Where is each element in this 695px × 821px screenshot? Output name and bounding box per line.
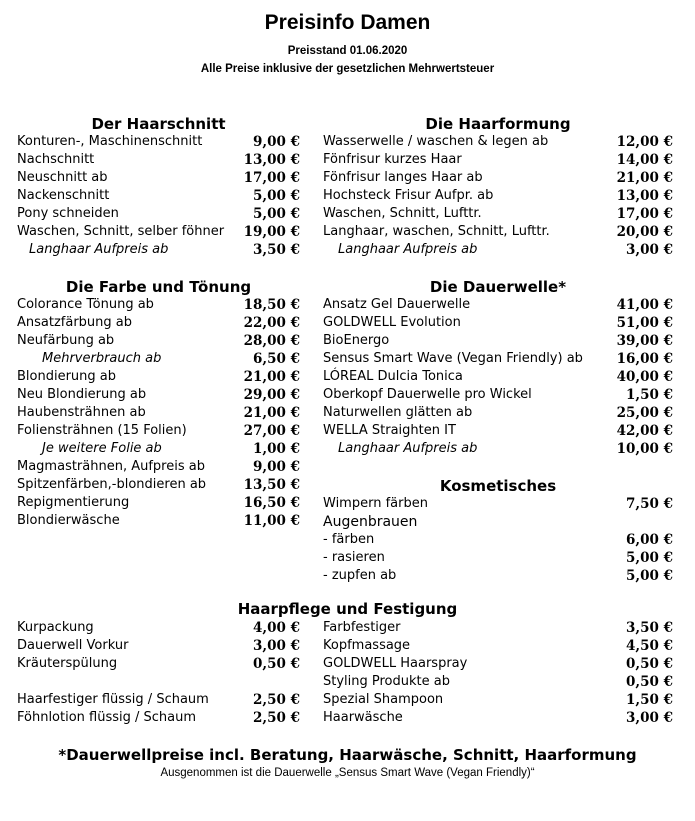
service-label: Kopfmassage: [323, 638, 411, 653]
service-label: Je weitere Folie ab: [42, 441, 162, 456]
service-label: - färben: [323, 532, 375, 547]
service-price: 5,00 €: [626, 550, 673, 566]
service-price: 17,00 €: [243, 170, 300, 186]
service-label: GOLDWELL Evolution: [323, 315, 461, 330]
service-label: Langhaar Aufpreis ab: [29, 242, 169, 257]
service-price: 1,50 €: [626, 387, 673, 403]
price-row: [323, 332, 673, 350]
service-price: 13,50 €: [243, 477, 300, 493]
price-row: [323, 296, 673, 314]
service-price: 4,50 €: [626, 638, 673, 654]
price-row: [323, 368, 673, 386]
service-price: 6,00 €: [626, 532, 673, 548]
service-price: 4,00 €: [253, 620, 300, 636]
service-label: Styling Produkte ab: [323, 674, 450, 689]
service-label: Konturen-, Maschinenschnitt: [17, 134, 203, 149]
service-price: 21,00 €: [243, 405, 300, 421]
service-price: 3,50 €: [626, 620, 673, 636]
service-price: 21,00 €: [243, 369, 300, 385]
price-row: [323, 187, 673, 205]
service-price: 20,00 €: [616, 224, 673, 240]
service-label: Neufärbung ab: [17, 333, 115, 348]
service-label: Foliensträhnen (15 Folien): [17, 423, 187, 438]
price-row: [323, 440, 673, 458]
price-row: [323, 241, 673, 259]
price-date: Preisstand 01.06.2020: [287, 45, 408, 57]
price-row: [323, 691, 673, 709]
service-price: 27,00 €: [243, 423, 300, 439]
service-price: 42,00 €: [616, 423, 673, 439]
price-row: [17, 223, 300, 241]
section-title-dauerwelle: Die Dauerwelle*: [429, 278, 567, 296]
price-row: [323, 314, 673, 332]
price-row: [17, 440, 300, 458]
service-label: Neuschnitt ab: [17, 170, 108, 185]
service-label: Spitzenfärben,-blondieren ab: [17, 477, 207, 492]
service-label: Sensus Smart Wave (Vegan Friendly) ab: [323, 351, 583, 366]
service-price: 1,50 €: [626, 692, 673, 708]
price-row: [17, 512, 300, 530]
service-price: 3,00 €: [253, 638, 300, 654]
service-label: Kurpackung: [17, 620, 94, 635]
service-price: 13,00 €: [243, 152, 300, 168]
service-price: 14,00 €: [616, 152, 673, 168]
service-label: Nachschnitt: [17, 152, 95, 167]
service-price: 16,50 €: [243, 495, 300, 511]
service-price: 2,50 €: [253, 692, 300, 708]
service-label: Ansatz Gel Dauerwelle: [323, 297, 471, 312]
service-price: 16,00 €: [616, 351, 673, 367]
service-price: 28,00 €: [243, 333, 300, 349]
service-price: 39,00 €: [616, 333, 673, 349]
price-row: [323, 567, 673, 585]
service-price: 9,00 €: [253, 134, 300, 150]
service-price: 7,50 €: [626, 496, 673, 512]
service-price: 25,00 €: [616, 405, 673, 421]
service-label: Wimpern färben: [323, 496, 428, 511]
service-price: 6,50 €: [253, 351, 300, 367]
service-price: 51,00 €: [616, 315, 673, 331]
service-label: Langhaar Aufpreis ab: [338, 441, 478, 456]
price-row: [17, 476, 300, 494]
service-price: 22,00 €: [243, 315, 300, 331]
section-dauerwelle: [323, 278, 673, 458]
price-row: [323, 619, 673, 637]
service-label: Colorance Tönung ab: [17, 297, 154, 312]
price-row: [323, 386, 673, 404]
price-row: [17, 619, 300, 637]
service-label: Pony schneiden: [17, 206, 119, 221]
service-label: Haarfestiger flüssig / Schaum: [17, 692, 209, 707]
section-title-farbe: Die Farbe und Tönung: [65, 278, 252, 296]
price-row: [17, 187, 300, 205]
service-price: 17,00 €: [616, 206, 673, 222]
service-price: 13,00 €: [616, 188, 673, 204]
price-row: [17, 241, 300, 259]
service-label: Föhnlotion flüssig / Schaum: [17, 710, 197, 725]
price-row: [17, 386, 300, 404]
service-price: 12,00 €: [616, 134, 673, 150]
price-row: [17, 404, 300, 422]
service-label: Mehrverbrauch ab: [42, 351, 162, 366]
service-price: 18,50 €: [243, 297, 300, 313]
service-label: Langhaar Aufpreis ab: [338, 242, 478, 257]
section-farbe: [17, 278, 300, 530]
service-price: 5,00 €: [253, 206, 300, 222]
service-price: 1,00 €: [253, 441, 300, 457]
price-row: [17, 709, 300, 727]
service-label: WELLA Straighten IT: [323, 423, 456, 438]
service-price: 3,00 €: [626, 242, 673, 258]
price-row: [323, 205, 673, 223]
service-price: 3,50 €: [253, 242, 300, 258]
price-row: [17, 350, 300, 368]
price-row: [323, 673, 673, 691]
service-label: Fönfrisur kurzes Haar: [323, 152, 462, 167]
price-row: [323, 549, 673, 567]
section-title-haarschnitt: Der Haarschnitt: [91, 115, 226, 133]
service-label: Neu Blondierung ab: [17, 387, 147, 402]
price-row: [323, 531, 673, 549]
service-label: LÓREAL Dulcia Tonica: [323, 369, 463, 384]
price-row: [17, 151, 300, 169]
service-price: 0,50 €: [253, 656, 300, 672]
service-label: Waschen, Schnitt, selber föhner: [17, 224, 225, 239]
service-label: Haubensträhnen ab: [17, 405, 146, 420]
section-pflege-left: [17, 619, 300, 727]
price-row: [323, 709, 673, 727]
service-price: 41,00 €: [616, 297, 673, 313]
footnote-dauerwelle: *Dauerwellpreise incl. Beratung, Haarwäsche, Schnitt, Haarformung: [58, 746, 637, 764]
service-price: 11,00 €: [243, 513, 300, 529]
service-price: 5,00 €: [253, 188, 300, 204]
price-row: [17, 133, 300, 151]
spacer: [17, 673, 300, 691]
price-row: [17, 494, 300, 512]
price-row: [17, 332, 300, 350]
price-row: [323, 350, 673, 368]
service-label: Farbfestiger: [323, 620, 401, 635]
price-row: [17, 637, 300, 655]
section-title-pflege: Haarpflege und Festigung: [237, 600, 458, 618]
service-label: Fönfrisur langes Haar ab: [323, 170, 483, 185]
service-label: Haarwäsche: [323, 710, 403, 725]
service-label: Kräuterspülung: [17, 656, 118, 671]
service-price: 21,00 €: [616, 170, 673, 186]
service-label: Nackenschnitt: [17, 188, 110, 203]
price-row: [323, 169, 673, 187]
service-label: Spezial Shampoon: [323, 692, 444, 707]
price-row: [17, 205, 300, 223]
service-label: Dauerwell Vorkur: [17, 638, 129, 653]
price-row: [17, 655, 300, 673]
price-row: [17, 422, 300, 440]
price-row: [323, 404, 673, 422]
service-price: 0,50 €: [626, 656, 673, 672]
service-label: Repigmentierung: [17, 495, 130, 510]
service-price: 5,00 €: [626, 568, 673, 584]
price-row: [323, 133, 673, 151]
price-row: [323, 151, 673, 169]
service-label: Langhaar, waschen, Schnitt, Lufttr.: [323, 224, 550, 239]
price-row: [17, 691, 300, 709]
section-title-haarformung: Die Haarformung: [425, 115, 571, 133]
tax-note: Alle Preise inklusive der gesetzlichen Mehrwertsteuer: [200, 63, 495, 75]
section-kosmetisches: [323, 477, 673, 585]
service-label: - rasieren: [323, 550, 385, 565]
price-row: [17, 314, 300, 332]
group-row: [323, 513, 673, 531]
service-label: Blondierung ab: [17, 369, 117, 384]
price-row: [323, 655, 673, 673]
section-haarschnitt: [17, 115, 300, 259]
section-pflege-right: [323, 619, 673, 727]
service-price: 0,50 €: [626, 674, 673, 690]
price-row: [323, 422, 673, 440]
service-price: 40,00 €: [616, 369, 673, 385]
section-title-kosmetisches: Kosmetisches: [439, 477, 557, 495]
service-price: 2,50 €: [253, 710, 300, 726]
service-price: 3,00 €: [626, 710, 673, 726]
footnote-exception: Ausgenommen ist die Dauerwelle „Sensus Smart Wave (Vegan Friendly)“: [160, 767, 535, 779]
service-label: Oberkopf Dauerwelle pro Wickel: [323, 387, 532, 402]
price-row: [17, 296, 300, 314]
service-label: Waschen, Schnitt, Lufttr.: [323, 206, 482, 221]
service-price: 10,00 €: [616, 441, 673, 457]
service-label: Ansatzfärbung ab: [17, 315, 133, 330]
price-row: [17, 169, 300, 187]
price-row: [17, 368, 300, 386]
price-row: [323, 223, 673, 241]
service-label: Naturwellen glätten ab: [323, 405, 473, 420]
group-label-augenbrauen: Augenbrauen: [323, 514, 418, 530]
section-haarformung: [323, 115, 673, 259]
price-row: [323, 495, 673, 513]
service-label: Magmasträhnen, Aufpreis ab: [17, 459, 205, 474]
service-label: Blondierwäsche: [17, 513, 120, 528]
service-price: 9,00 €: [253, 459, 300, 475]
page-title: Preisinfo Damen: [264, 11, 431, 34]
price-row: [17, 458, 300, 476]
service-label: BioEnergo: [323, 333, 390, 348]
price-row: [323, 637, 673, 655]
service-label: Hochsteck Frisur Aufpr. ab: [323, 188, 494, 203]
service-label: Wasserwelle / waschen & legen ab: [323, 134, 549, 149]
service-price: 29,00 €: [243, 387, 300, 403]
service-price: 19,00 €: [243, 224, 300, 240]
service-label: - zupfen ab: [323, 568, 397, 583]
service-label: GOLDWELL Haarspray: [323, 656, 468, 671]
